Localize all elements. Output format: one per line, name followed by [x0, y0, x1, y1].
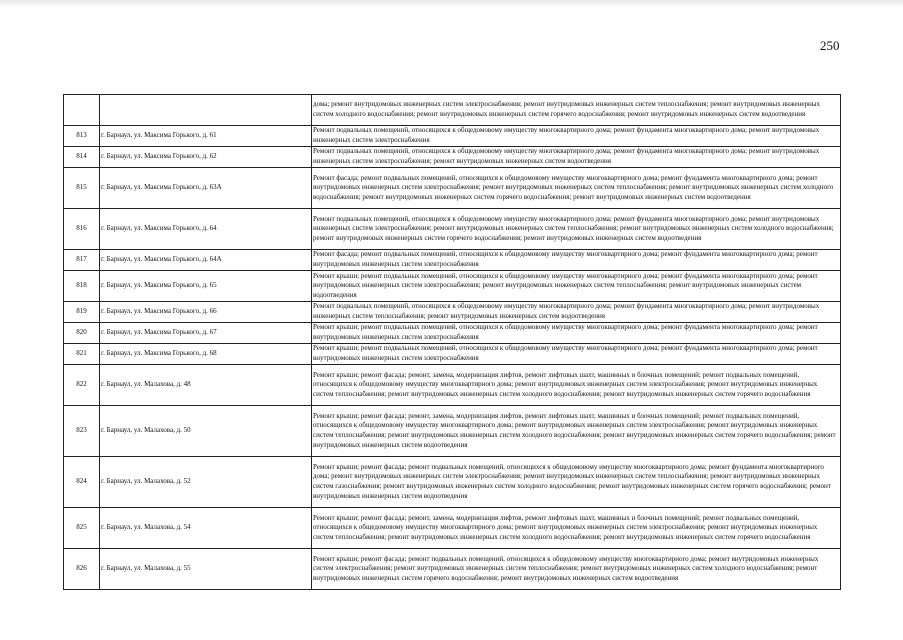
row-works: Ремонт фасада; ремонт подвальных помещений, относящихся к общедомовому имуществу многоквартирного дома; ремонт фундамента многоквартирного дома; ремонт внутридомовых инженерных систем электроснабжения [312, 250, 841, 271]
row-number: 820 [64, 323, 100, 344]
row-number: 817 [64, 250, 100, 271]
row-works: Ремонт крыши; ремонт фасада; ремонт подвальных помещений, относящихся к общедомовому имуществу многоквартирного дома; ремонт внутридомовых инженерных систем электроснабжения; ремонт внутридомовых инженерных систем теплоснабжения; ремонт внутридомовых инженерных систем холодного водоснабжения; ремонт внутридомовых инженерных систем горячего водоснабжения; ремонт внутридомовых инженерных систем водоотведения [312, 549, 841, 590]
row-address: г. Барнаул, ул. Малахова, д. 54 [100, 508, 312, 549]
row-works: Ремонт подвальных помещений, относящихся к общедомовому имуществу многоквартирного дома; ремонт фундамента многоквартирного дома; ремонт внутридомовых инженерных систем электроснабжения; ремонт внутридомовых инженерных систем водоотведения [312, 147, 841, 168]
table-row [64, 271, 841, 302]
row-works: Ремонт крыши; ремонт подвальных помещений, относящихся к общедомовому имуществу многоквартирного дома; ремонт фундамента многоквартирного дома; ремонт внутридомовых инженерных систем электроснабжения [312, 323, 841, 344]
table-row [64, 406, 841, 457]
row-number: 815 [64, 168, 100, 209]
row-address: г. Барнаул, ул. Максима Горького, д. 66 [100, 302, 312, 323]
row-number: 824 [64, 457, 100, 508]
row-number: 813 [64, 126, 100, 147]
row-address: г. Барнаул, ул. Малахова, д. 48 [100, 365, 312, 406]
row-works: Ремонт крыши; ремонт подвальных помещений, относящихся к общедомовому имуществу многоквартирного дома; ремонт фундамента многоквартирного дома; ремонт внутридомовых инженерных систем электроснабжения; ремонт внутридомовых инженерных систем теплоснабжения; ремонт внутридомовых инженерных систем водоотведения [312, 271, 841, 302]
row-works: Ремонт крыши; ремонт подвальных помещений, относящихся к общедомовому имуществу многоквартирного дома; ремонт фундамента многоквартирного дома; ремонт внутридомовых инженерных систем электроснабжения [312, 344, 841, 365]
table-row [64, 508, 841, 549]
table-row [64, 302, 841, 323]
scan-edge-shadow [0, 0, 903, 8]
registry-table [63, 94, 841, 590]
row-works: Ремонт подвальных помещений, относящихся к общедомовому имуществу многоквартирного дома; ремонт фундамента многоквартирного дома; ремонт внутридомовых инженерных систем электроснабжения [312, 126, 841, 147]
table-row [64, 168, 841, 209]
row-address: г. Барнаул, ул. Максима Горького, д. 67 [100, 323, 312, 344]
row-works: Ремонт фасада; ремонт подвальных помещений, относящихся к общедомовому имуществу многоквартирного дома; ремонт фундамента многоквартирного дома; ремонт внутридомовых инженерных систем электроснабжения; ремонт внутридомовых инженерных систем теплоснабжения; ремонт внутридомовых инженерных систем холодного водоснабжения; ремонт внутридомовых инженерных систем горячего водоснабжения; ремонт внутридомовых инженерных систем водоотведения [312, 168, 841, 209]
row-works: Ремонт подвальных помещений, относящихся к общедомовому имуществу многоквартирного дома; ремонт фундамента многоквартирного дома; ремонт внутридомовых инженерных систем теплоснабжения; ремонт внутридомовых инженерных систем водоотведения [312, 302, 841, 323]
row-address: г. Барнаул, ул. Максима Горького, д. 62 [100, 147, 312, 168]
row-works: дома; ремонт внутридомовых инженерных систем электроснабжения; ремонт внутридомовых инженерных систем теплоснабжения; ремонт внутридомовых инженерных систем холодного водоснабжения; ремонт внутридомовых инженерных систем горячего водоснабжения; ремонт внутридомовых инженерных систем водоотведения [312, 95, 841, 126]
row-address: г. Барнаул, ул. Максима Горького, д. 68 [100, 344, 312, 365]
row-address: г. Барнаул, ул. Максима Горького, д. 65 [100, 271, 312, 302]
row-address: г. Барнаул, ул. Малахова, д. 50 [100, 406, 312, 457]
row-number: 816 [64, 209, 100, 250]
row-number [64, 95, 100, 126]
row-works: Ремонт крыши; ремонт фасада; ремонт, замена, модернизация лифтов, ремонт лифтовых шахт, машинных и блочных помещений; ремонт подвальных помещений, относящихся к общедомовому имуществу многоквартирного дома; ремонт внутридомовых инженерных систем электроснабжения; ремонт внутридомовых инженерных систем теплоснабжения; ремонт внутридомовых инженерных систем холодного водоснабжения; ремонт внутридомовых инженерных систем горячего водоснабжения [312, 508, 841, 549]
row-address: г. Барнаул, ул. Максима Горького, д. 61 [100, 126, 312, 147]
page-number: 250 [820, 38, 840, 53]
row-address: г. Барнаул, ул. Малахова, д. 52 [100, 457, 312, 508]
row-address [100, 95, 312, 126]
row-works: Ремонт подвальных помещений, относящихся к общедомовому имуществу многоквартирного дома; ремонт фундамента многоквартирного дома; ремонт внутридомовых инженерных систем электроснабжения; ремонт внутридомовых инженерных систем теплоснабжения; ремонт внутридомовых инженерных систем холодного водоснабжения; ремонт внутридомовых инженерных систем горячего водоснабжения; ремонт внутридомовых инженерных систем водоотведения [312, 209, 841, 250]
row-address: г. Барнаул, ул. Максима Горького, д. 63А [100, 168, 312, 209]
row-address: г. Барнаул, ул. Малахова, д. 55 [100, 549, 312, 590]
table-row [64, 209, 841, 250]
table-row [64, 126, 841, 147]
table-row [64, 323, 841, 344]
table-row [64, 549, 841, 590]
row-number: 818 [64, 271, 100, 302]
row-number: 821 [64, 344, 100, 365]
table-row [64, 344, 841, 365]
table-row [64, 147, 841, 168]
row-address: г. Барнаул, ул. Максима Горького, д. 64 [100, 209, 312, 250]
row-number: 822 [64, 365, 100, 406]
row-number: 819 [64, 302, 100, 323]
row-number: 814 [64, 147, 100, 168]
table-row [64, 365, 841, 406]
table-row [64, 250, 841, 271]
row-works: Ремонт крыши; ремонт фасада; ремонт, замена, модернизация лифтов, ремонт лифтовых шахт, машинных и блочных помещений; ремонт подвальных помещений, относящихся к общедомовому имуществу многоквартирного дома; ремонт внутридомовых инженерных систем электроснабжения; ремонт внутридомовых инженерных систем теплоснабжения; ремонт внутридомовых инженерных систем холодного водоснабжения; ремонт внутридомовых инженерных систем горячего водоснабжения [312, 365, 841, 406]
row-number: 826 [64, 549, 100, 590]
row-number: 825 [64, 508, 100, 549]
row-works: Ремонт крыши; ремонт фасада; ремонт подвальных помещений, относящихся к общедомовому имуществу многоквартирного дома; ремонт фундамента многоквартирного дома; ремонт внутридомовых инженерных систем электроснабжения; ремонт внутридомовых инженерных систем теплоснабжения; ремонт внутридомовых инженерных систем газоснабжения; ремонт внутридомовых инженерных систем холодного водоснабжения; ремонт внутридомовых инженерных систем горячего водоснабжения; ремонт внутридомовых инженерных систем водоотведения [312, 457, 841, 508]
row-number: 823 [64, 406, 100, 457]
table-row [64, 457, 841, 508]
row-works: Ремонт крыши; ремонт фасада; ремонт, замена, модернизация лифтов, ремонт лифтовых шахт, машинных и блочных помещений; ремонт подвальных помещений, относящихся к общедомовому имуществу многоквартирного дома; ремонт внутридомовых инженерных систем электроснабжения; ремонт внутридомовых инженерных систем теплоснабжения; ремонт внутридомовых инженерных систем холодного водоснабжения; ремонт внутридомовых инженерных систем горячего водоснабжения; ремонт внутридомовых инженерных систем водоотведения [312, 406, 841, 457]
row-address: г. Барнаул, ул. Максима Горького, д. 64А [100, 250, 312, 271]
table-row [64, 95, 841, 126]
